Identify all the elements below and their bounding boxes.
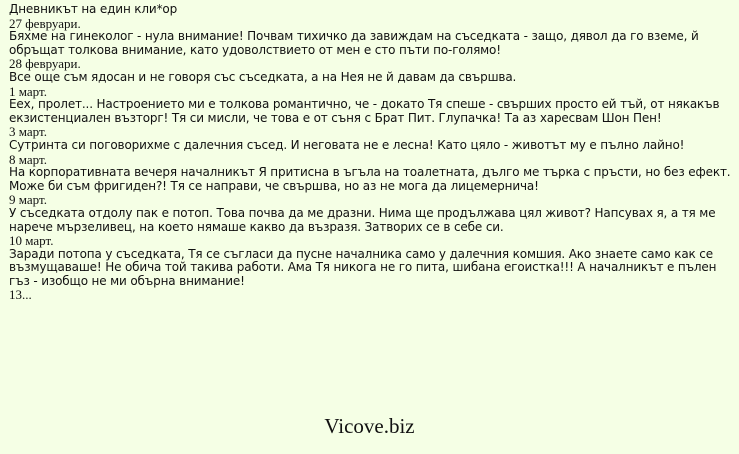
entry-text: Все още съм ядосан и не говоря със съседката, а на Нея не й давам да свършва.: [9, 69, 517, 84]
entry-date: 27 февруари.: [9, 15, 81, 31]
entry-text: Заради потопа у съседката, Тя се съгласи да пусне началника само у далечния комшия. Ако знаете само как се възмущаваше! Не обича той такива работи. Ама Тя никога не го пита, шибана егоистка!!! А началникът е пълен гъз - изобщо не ми обърна внимание!: [9, 246, 717, 288]
entry-date: 3 март.: [9, 124, 47, 140]
entry-date: 1 март.: [9, 83, 47, 99]
entry-text: Бяхме на гинеколог - нула внимание! Почвам тихичко да завиждам на съседката - защо, дявол да го вземе, й обръщат толкова внимание, като удоволствието от мен е сто пъти по-голямо!: [9, 29, 699, 57]
entry-text: На корпоративната вечеря началникът Я притисна в ъгъла на тоалетната, дълго ме търка с пръсти, но без ефект. Може би съм фригиден?! Тя се направи, че свършва, но аз не мога да лицемернича!: [9, 165, 731, 193]
entry-text: Сутринта си поговорихме с далечния съсед. И неговата не е лесна! Като цяло - животът му е пълно лайно!: [9, 137, 685, 152]
entry-date: 9 март.: [9, 192, 47, 208]
diary-title: Дневникът на един кли*ор: [9, 2, 178, 16]
entry-date: 28 февруари.: [9, 56, 81, 72]
diary-content: [9, 3, 734, 302]
site-watermark: Vicove.biz: [324, 414, 415, 438]
entry-text: У съседката отдолу пак е потоп. Това почва да ме дразни. Нима ще продължава цял живот? Напсувах я, а тя ме нарече мързеливец, на което нямаше какво да възразя. Затворих се в себе си.: [9, 205, 716, 234]
entry-text: Еех, пролет... Настроението ми е толкова романтично, че - докато Тя спеше - свърших просто ей тъй, от някакъв екзистенциален възторг! Тя си мисли, че това е от съня с Брат Пит. Глупачка! Та аз харесвам Шон Пен!: [9, 97, 720, 125]
diary-ending: 13...: [9, 287, 32, 303]
entry-date: 10 март.: [9, 233, 54, 249]
entry-date: 8 март.: [9, 151, 47, 167]
